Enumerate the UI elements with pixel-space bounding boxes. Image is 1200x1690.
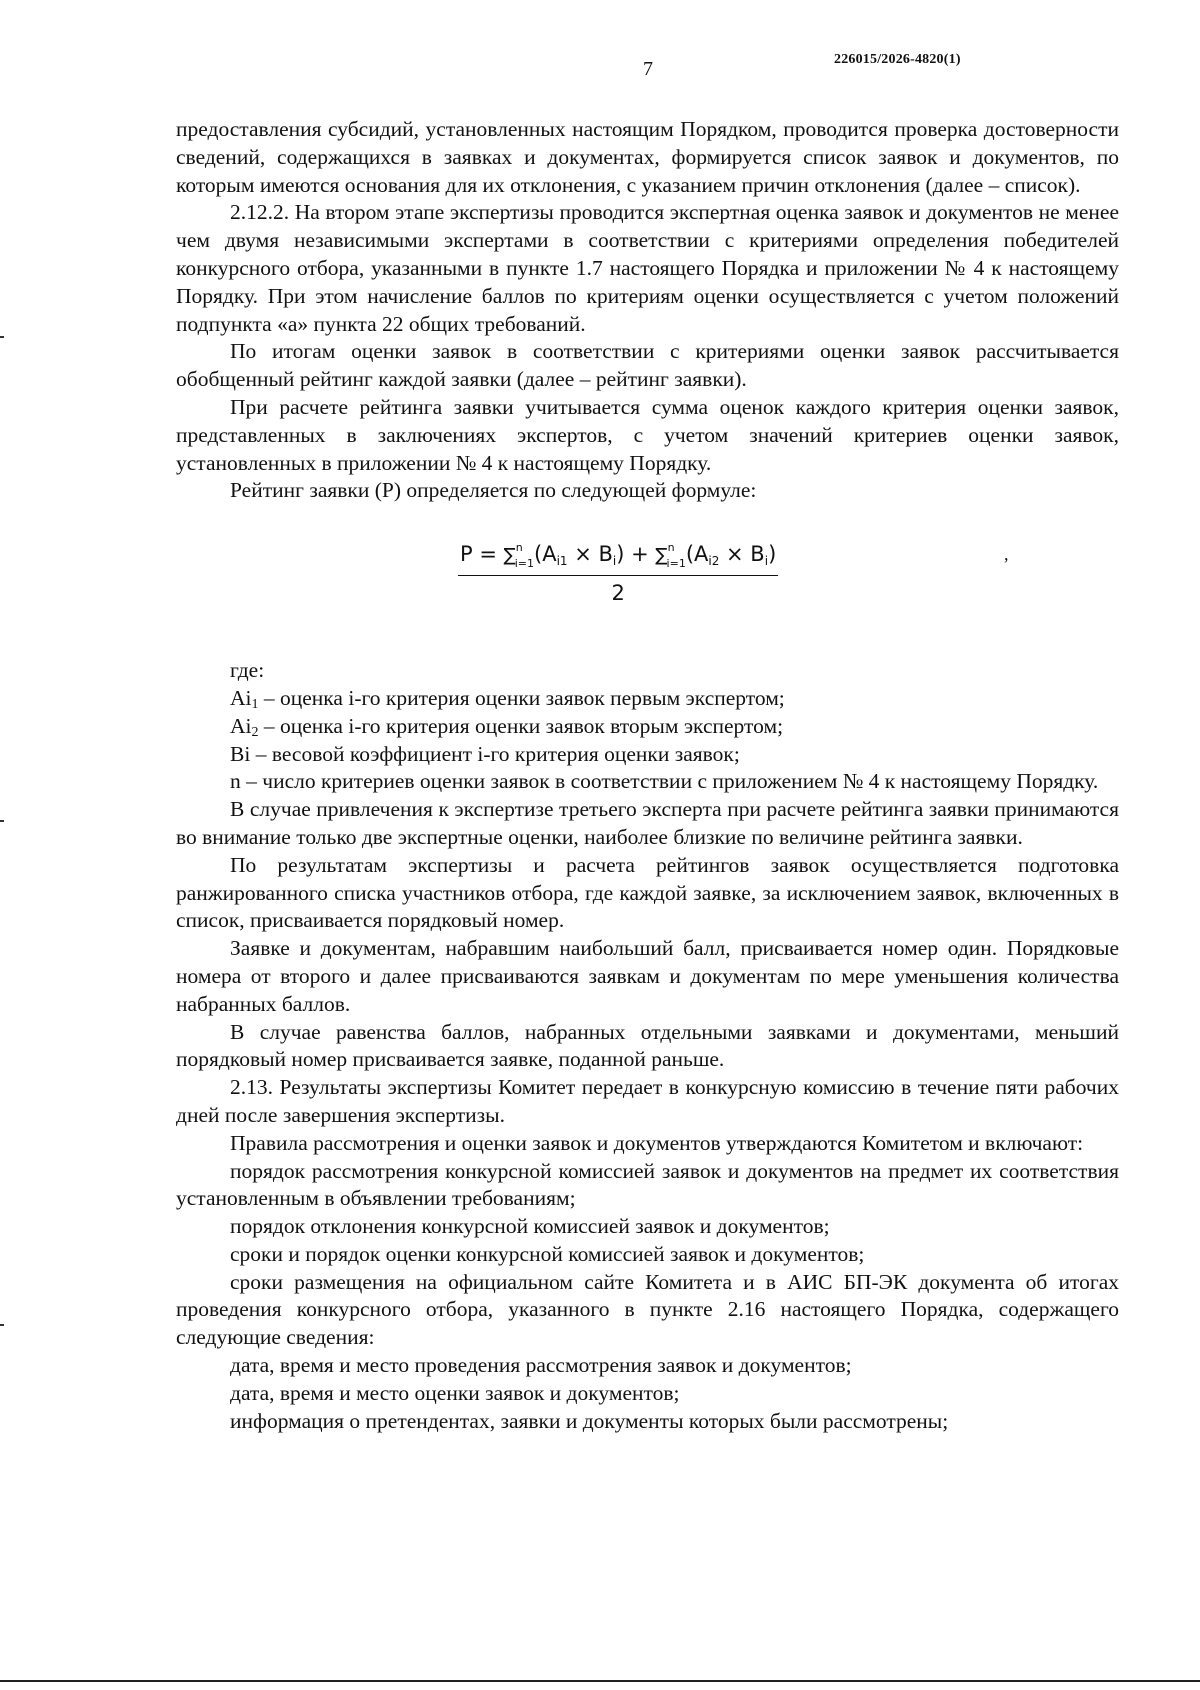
definition-ai2: $Ai_2$ – оценка i-го критерия оценки заявок вторым экспертом;	[230, 713, 784, 740]
paragraph: По результатам экспертизы и расчета рейтингов заявок осуществляется подготовка ранжированного списка участников отбора, где каждой заявке, за исключением заявок, включенных в список, присваивается порядковый номер.	[176, 852, 1119, 933]
definition-bi: Bi – весовой коэффициент i-го критерия оценки заявок;	[230, 741, 740, 766]
formula-numerator: $P = \sum ni=1(A_{i1} \times B_i) + \sum ni=1(A_{i2} \times B_i)$	[458, 541, 778, 576]
paragraph: предоставления субсидий, установленных настоящим Порядком, проводится проверка достоверности сведений, содержащихся в заявках и документах, формируется список заявок и документов, по которым имеются основания для их отклонения, с указанием причин отклонения (далее – список).	[176, 117, 1119, 197]
list-item: дата, время и место оценки заявок и документов;	[230, 1380, 680, 1405]
list-item: сроки и порядок оценки конкурсной комиссией заявок и документов;	[230, 1241, 865, 1266]
paragraph: Правила рассмотрения и оценки заявок и документов утверждаются Комитетом и включают:	[230, 1130, 1084, 1155]
list-item: информация о претендентах, заявки и документы которых были рассмотрены;	[230, 1408, 949, 1433]
paragraph: 2.13. Результаты экспертизы Комитет передает в конкурсную комиссию в течение пяти рабочих дней после завершения экспертизы.	[176, 1075, 1119, 1127]
paragraph: При расчете рейтинга заявки учитывается сумма оценок каждого критерия оценки заявок, представленных в заключениях экспертов, с учетом значений критериев оценки заявок, установленных в приложении № 4 к настоящему Порядку.	[176, 394, 1119, 475]
formula-denominator: 2	[611, 580, 625, 605]
scan-margin-mark	[0, 820, 4, 822]
paragraph: Заявке и документам, набравшим наибольший балл, присваивается номер один. Порядковые номера от второго и далее присваиваются заявкам и документам по мере уменьшения количества набранных баллов.	[176, 936, 1119, 1016]
definition-ai1: $Ai_1$ – оценка i-го критерия оценки заявок первым экспертом;	[230, 685, 785, 712]
document-body	[176, 116, 1119, 1435]
scan-margin-mark	[0, 1324, 4, 1326]
scan-bottom-edge	[0, 1680, 1200, 1682]
paragraph: 2.12.2. На втором этапе экспертизы проводится экспертная оценка заявок и документов не менее чем двумя независимыми экспертами в соответствии с критериями определения победителей конкурсного отбора, указанными в пункте 1.7 настоящего Порядка и приложении № 4 к настоящему Порядку. При этом начисление баллов по критериям оценки осуществляется с учетом положений подпункта «а» пункта 22 общих требований.	[176, 200, 1119, 336]
where-label: где:	[230, 658, 265, 683]
list-item: сроки размещения на официальном сайте Комитета и в АИС БП-ЭК документа об итогах проведения конкурсного отбора, указанного в пункте 2.16 настоящего Порядка, содержащего следующие сведения:	[176, 1269, 1119, 1350]
list-item: порядок рассмотрения конкурсной комиссией заявок и документов на предмет их соответствия установленным в объявлении требованиям;	[176, 1158, 1119, 1211]
formula-fraction	[458, 541, 778, 608]
page-number: 7	[643, 58, 653, 80]
paragraph: По итогам оценки заявок в соответствии с критериями оценки заявок рассчитывается обобщенный рейтинг каждой заявки (далее – рейтинг заявки).	[176, 339, 1119, 392]
formula-comma: ,	[1004, 544, 1009, 565]
definition-n: n – число критериев оценки заявок в соответствии с приложением № 4 к настоящему Порядку.	[230, 769, 1099, 794]
list-item: порядок отклонения конкурсной комиссией заявок и документов;	[230, 1214, 830, 1239]
document-code: 226015/2026-4820(1)	[834, 52, 961, 67]
scan-margin-mark	[0, 336, 4, 338]
paragraph: Рейтинг заявки (Р) определяется по следующей формуле:	[230, 478, 757, 503]
paragraph: В случае привлечения к экспертизе третьего эксперта при расчете рейтинга заявки принимаются во внимание только две экспертные оценки, наиболее близкие по величине рейтинга заявки.	[176, 797, 1119, 849]
paragraph: В случае равенства баллов, набранных отдельными заявками и документами, меньший порядковый номер присваивается заявке, поданной раньше.	[176, 1019, 1119, 1072]
rating-formula	[176, 505, 1119, 657]
list-item: дата, время и место проведения рассмотрения заявок и документов;	[230, 1353, 852, 1378]
